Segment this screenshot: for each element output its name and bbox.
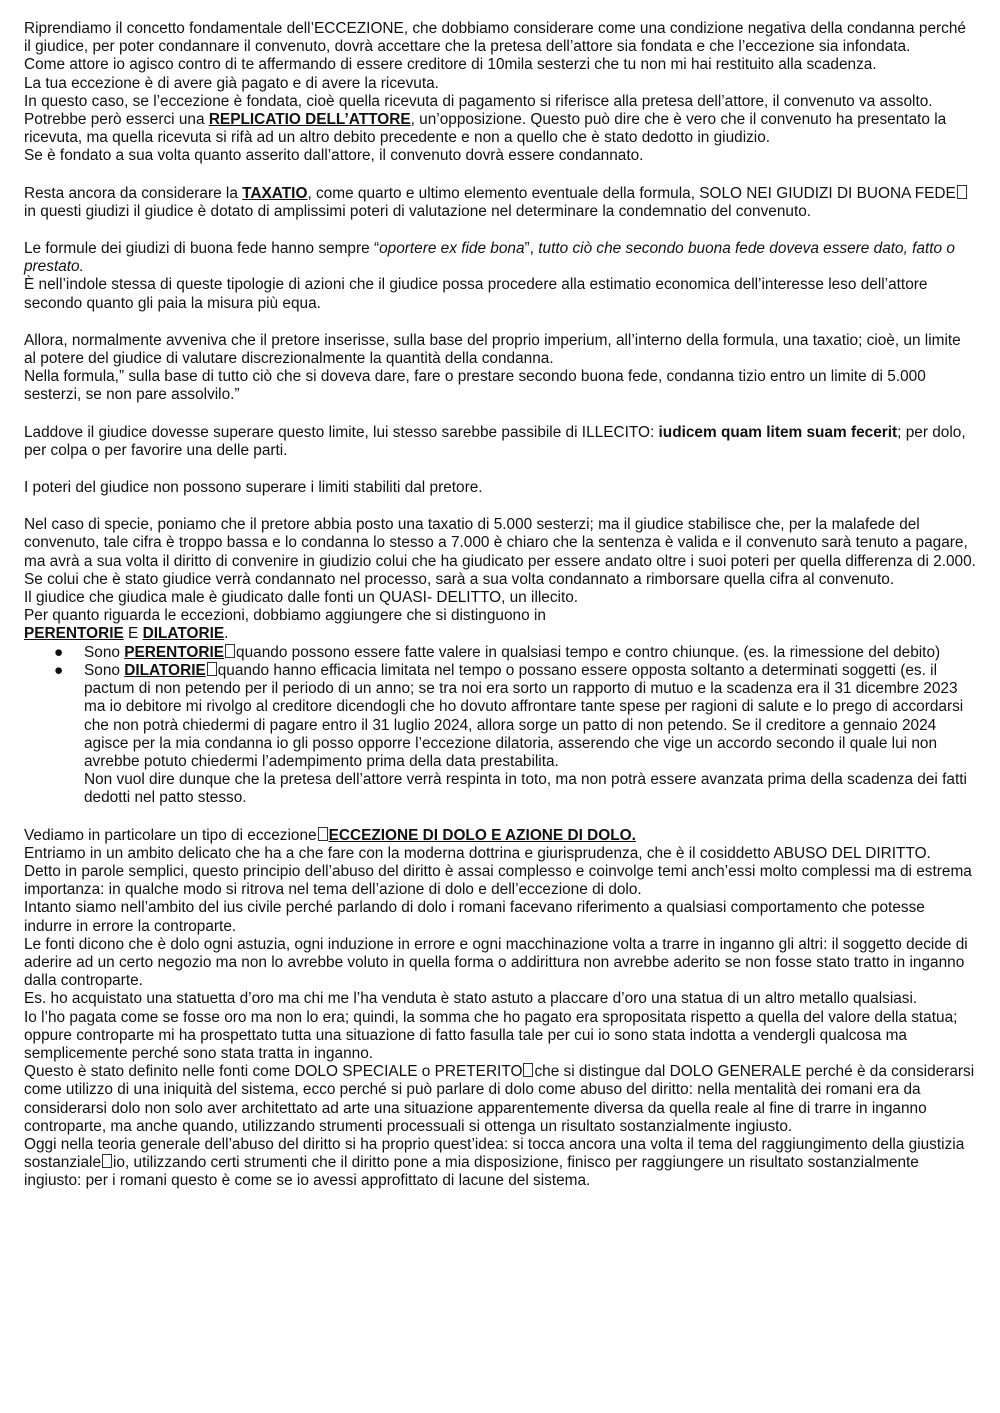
italic-quote: oportere ex fide bona — [379, 240, 525, 258]
bullet-list — [24, 644, 976, 808]
text-run: Oggi nella teoria generale dell’abuso del diritto si ha proprio quest’idea: si tocca ancora una volta il tema del raggiungimento della giustizia sostanziale — [24, 1135, 965, 1172]
paragraph: In questo caso, se l’eccezione è fondata, cioè quella ricevuta di pagamento si riferisce alla pretesa dell’attore, il convenuto va assolto. — [24, 92, 933, 110]
paragraph — [24, 1136, 976, 1191]
list-item-continuation: Non vuol dire dunque che la pretesa dell’attore verrà respinta in toto, ma non potrà essere avanzata prima della scadenza dei fatti dedotti nel patto stesso. — [84, 771, 967, 807]
paragraph-gap — [24, 166, 976, 185]
text-run: Resta ancora da considerare la — [24, 184, 243, 202]
list-item — [54, 643, 976, 662]
paragraph: Riprendiamo il concetto fondamentale dell’ECCEZIONE, che dobbiamo considerare come una condizione negativa della condanna perché il giudice, per poter condannare il convenuto, dovrà accettare che la pretesa dell’attore sia fondata e che l’eccezione sia infondata. — [24, 20, 966, 56]
paragraph: Le fonti dicono che è dolo ogni astuzia, ogni induzione in errore e ogni macchinazione volta a trarre in inganno gli altri: il soggetto decide di aderire ad un certo negozio ma non lo avrebbe voluto in quella forma o addirittura non avrebbe aderito se non fosse stato tratto in inganno dalla controparte. — [24, 935, 968, 990]
missing-glyph-icon — [523, 1063, 533, 1077]
section-heading: ECCEZIONE DI DOLO E AZIONE DI DOLO. — [328, 826, 636, 844]
bullet-icon: ● — [54, 661, 64, 679]
text-run: Laddove il giudice dovesse superare questo limite, lui stesso sarebbe passibile di ILLECITO: — [24, 423, 659, 441]
paragraph: Se è fondato a sua volta quanto asserito dall’attore, il convenuto dovrà essere condannato. — [24, 147, 644, 165]
paragraph-gap — [24, 221, 976, 240]
text-run: E — [123, 625, 143, 643]
paragraph: I poteri del giudice non possono superare i limiti stabiliti dal pretore. — [24, 479, 483, 497]
text-run: Potrebbe però esserci una — [24, 111, 209, 129]
paragraph: Nella formula,” sulla base di tutto ciò che si doveva dare, fare o prestare secondo buona fede, condanna tizio entro un limite di 5.000 sesterzi, se non pare assolvilo.” — [24, 368, 926, 404]
paragraph: Es. ho acquistato una statuetta d’oro ma chi me l’ha venduta è stato astuto a placcare d’oro una statua di un altro metallo qualsiasi. — [24, 990, 918, 1008]
text-run: Sono — [84, 661, 125, 679]
text-run: Questo è stato definito nelle fonti come DOLO SPECIALE o PRETERITO — [24, 1063, 523, 1081]
missing-glyph-icon — [207, 662, 217, 676]
paragraph: Entriamo in un ambito delicato che ha a che fare con la moderna dottrina e giurisprudenza, che è il cosiddetto ABUSO DEL DIRITTO. — [24, 844, 931, 862]
paragraph-gap — [24, 808, 976, 827]
text-run: che si distingue dal DOLO GENERALE perché è da considerarsi come utilizzo di una iniquità del sistema, ecco perché si può parlare di dolo come abuso del diritto: nella mentalità dei romani era da considerarsi dolo non solo aver architettato ad arte una situazione apparentemente diversa da quella reale al fine di trarre in inganno controparte, ma anche quando, utilizzando strumenti processuali si ottenga un risultato sostanzialmente ingiusto. — [24, 1063, 975, 1135]
paragraph: La tua eccezione è di avere già pagato e di avere la ricevuta. — [24, 74, 439, 92]
term-perentorie: PERENTORIE — [24, 625, 124, 643]
text-run: in questi giudizi il giudice è dotato di amplissimi poteri di valutazione nel determinare la condemnatio del convenuto. — [24, 202, 812, 220]
missing-glyph-icon — [957, 185, 967, 199]
italic-quote: tutto ciò che secondo buona fede doveva essere dato, fatto o prestato. — [24, 240, 955, 276]
bullet-icon: ● — [54, 643, 64, 661]
paragraph — [24, 1063, 976, 1136]
document-page — [24, 20, 976, 1191]
text-run: io, utilizzando certi strumenti che il diritto pone a mia disposizione, finisco per raggiungere un risultato sostanzialmente ingiusto: per i romani questo è come se io avessi approfittato di lacune del sistema. — [24, 1154, 919, 1190]
text-run: ”, — [524, 240, 539, 258]
text-run: Sono — [84, 643, 125, 661]
paragraph-gap — [24, 405, 976, 424]
text-run: . — [224, 625, 229, 643]
paragraph: Io l’ho pagata come se fosse oro ma non lo era; quindi, la somma che ho pagato era spropositata rispetto a quella del valore della statua; oppure controparte mi ha prospettato tutta una situazione di fatto fasulla tale per cui io sono stata indotta a vendergli qualcosa ma semplicemente perché sono stata tratta in inganno. — [24, 1008, 958, 1062]
paragraph: Per quanto riguarda le eccezioni, dobbiamo aggiungere che si distinguono in — [24, 607, 546, 625]
paragraph: Detto in parole semplici, questo principio dell’abuso del diritto è assai complesso e coinvolge temi anch’essi molto complessi ma di estrema importanza: in qualche modo si ritrova nel tema dell’azione di dolo e dell’eccezione di dolo. — [24, 862, 972, 899]
text-run: Le formule dei giudizi di buona fede hanno sempre “ — [24, 240, 380, 258]
text-run: Vediamo in particolare un tipo di eccezione — [24, 826, 317, 844]
missing-glyph-icon — [318, 827, 328, 841]
term-perentorie: PERENTORIE — [124, 643, 225, 661]
paragraph: Nel caso di specie, poniamo che il pretore abbia posto una taxatio di 5.000 sesterzi; ma il giudice stabilisce che, per la malafede del convenuto, tale cifra è troppo bassa e lo condanna lo stesso a 7.000 è chiaro che la sentenza è valida e il convenuto sarà tenuto a pagare, ma avrà a sua volta il diritto di convenire in giudizio colui che ha giudicato per essere andato oltre i suoi poteri per quella differenza di 2.000. — [24, 516, 976, 570]
paragraph: Allora, normalmente avveniva che il pretore inserisse, sulla base del proprio imperium, all’interno della formula, una taxatio; cioè, un limite al potere del giudice di valutare discrezionalmente la quantità della condanna. — [24, 331, 961, 368]
text-run: , un’opposizione. Questo può dire che è vero che il convenuto ha presentato la ricevuta, ma quella ricevuta si rifà ad un altro debito precedente e non a quello che è stato dedotto in giudizio. — [24, 111, 947, 147]
missing-glyph-icon — [102, 1154, 112, 1168]
text-run: quando possono essere fatte valere in qualsiasi tempo e contro chiunque. (es. la rimessione del debito) — [236, 643, 941, 661]
latin-phrase: iudicem quam litem suam fecerit — [658, 423, 898, 441]
paragraph — [24, 827, 976, 845]
paragraph-gap — [24, 460, 976, 479]
paragraph — [24, 111, 976, 147]
term-replicatio: REPLICATIO DELL’ATTORE — [208, 111, 411, 129]
text-run: quando hanno efficacia limitata nel tempo o possano essere opposta soltanto a determinati soggetti (es. il pactum di non petendo per il periodo di un anno; se tra noi era sorto un rapporto di mutuo e la scadenza era il 31 dicembre 2023 ma io debitore mi rivolgo al creditore dicendogli che ho dovuto affrontare tante spese per ragioni di salute e lo prego di accordarsi che non potrà chiedermi di pagare entro il 31 luglio 2024, allora sorge un patto di non petendo. Se il creditore a gennaio 2024 agisce per la mia condanna io gli posso opporre l’eccezione dilatoria, asserendo che vige un accordo secondo il quale lui non avrebbe potuto chiedermi l’adempimento prima della data prestabilita. — [84, 661, 964, 770]
paragraph: Il giudice che giudica male è giudicato dalle fonti un QUASI- DELITTO, un illecito. — [24, 589, 579, 607]
term-dilatorie: DILATORIE — [124, 661, 206, 679]
text-run: ; per dolo, per colpa o per favorire una delle parti. — [24, 423, 966, 459]
paragraph: Se colui che è stato giudice verrà condannato nel processo, sarà a sua volta condannato a rimborsare quella cifra al convenuto. — [24, 570, 895, 588]
paragraph — [24, 424, 976, 460]
paragraph: Come attore io agisco contro di te affermando di essere creditore di 10mila sesterzi che tu non mi hai restituito alla scadenza. — [24, 56, 877, 74]
paragraph — [24, 240, 976, 276]
paragraph-gap — [24, 313, 976, 332]
paragraph-gap — [24, 497, 976, 516]
term-dilatorie: DILATORIE — [142, 625, 225, 643]
paragraph: È nell’indole stessa di queste tipologie di azioni che il giudice possa procedere alla estimatio economica dell’interesse leso dell’attore secondo quanto gli paia la misura più equa. — [24, 276, 928, 312]
paragraph — [24, 625, 976, 643]
list-item — [54, 661, 976, 808]
missing-glyph-icon — [225, 644, 235, 658]
paragraph — [24, 185, 976, 221]
text-run: , come quarto e ultimo elemento eventuale della formula, SOLO NEI GIUDIZI DI BUONA FEDE — [307, 184, 956, 202]
paragraph: Intanto siamo nell’ambito del ius civile perché parlando di dolo i romani facevano riferimento a qualsiasi comportamento che potesse indurre in errore la controparte. — [24, 899, 925, 935]
term-taxatio: TAXATIO — [242, 184, 308, 202]
